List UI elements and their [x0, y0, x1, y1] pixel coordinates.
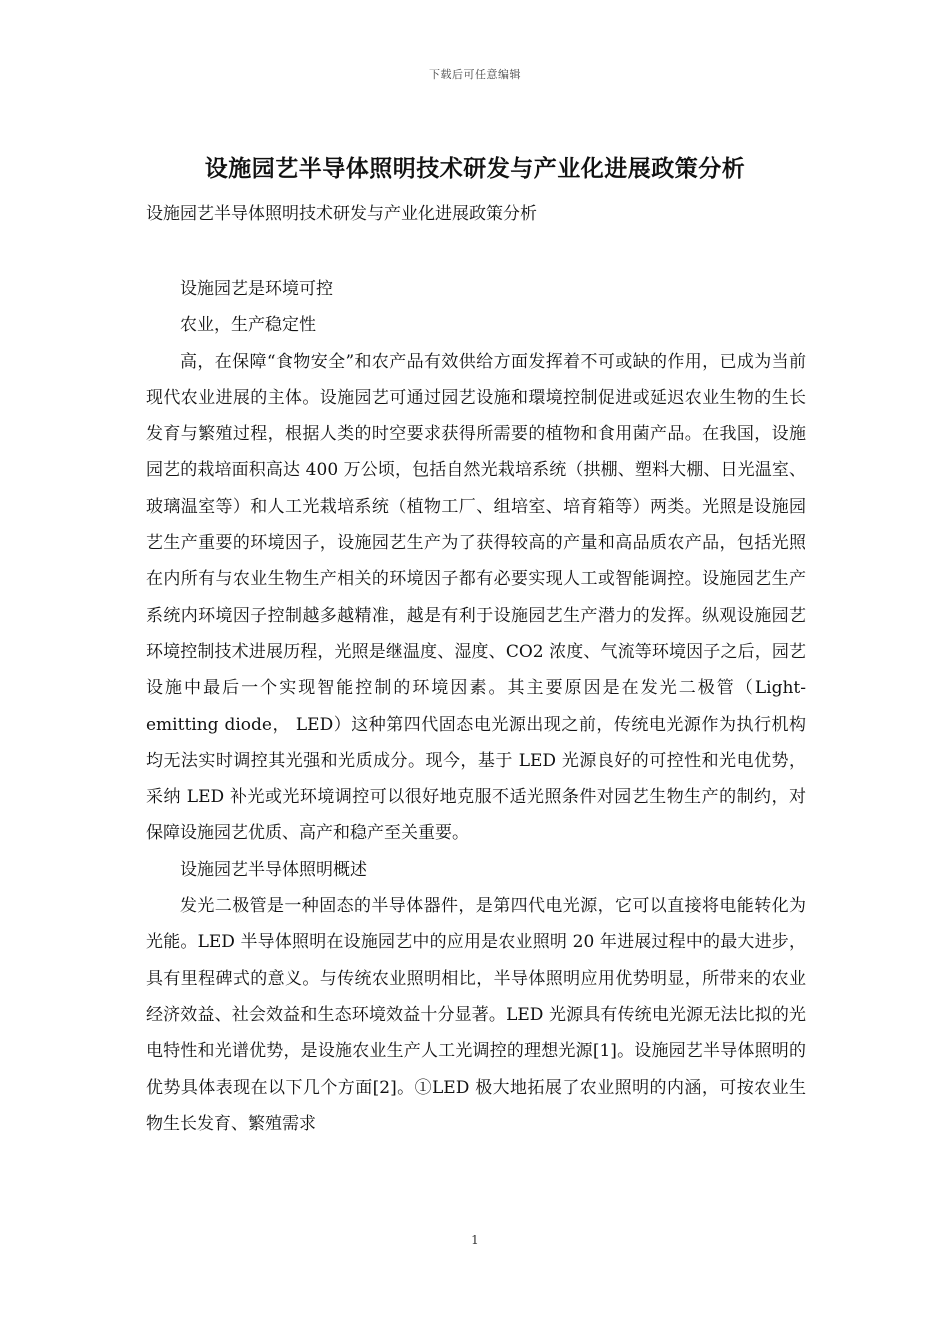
section-heading: 设施园艺半导体照明概述 [180, 859, 367, 880]
paragraph: 农业，生产稳定性 [180, 315, 316, 336]
page-number: 1 [471, 1233, 479, 1247]
document-body [146, 271, 806, 1142]
document-subtitle: 设施园艺半导体照明技术研发与产业化进展政策分析 [146, 204, 537, 224]
document-title: 设施园艺半导体照明技术研发与产业化进展政策分析 [204, 155, 746, 182]
paragraph: 发光二极管是一种固态的半导体器件，是第四代电光源，它可以直接将电能转化为光能。LED 半导体照明在设施园艺中的应用是农业照明 20 年进展过程中的最大进步，具有里程碑式的意义。与传统农业照明相比，半导体照明应用优势明显，所带来的农业经济效益、社会效益和生态环境效益十分显著。LED 光源具有传统电光源无法比拟的光电特性和光谱优势，是设施农业生产人工光调控的理想光源[1]。设施园艺半导体照明的优势具体表现在以下几个方面[2]。①LED 极大地拓展了农业照明的内涵，可按农业生物生长发育、繁殖需求 [146, 896, 806, 1134]
page-header-note: 下载后可任意编辑 [429, 68, 521, 81]
paragraph: 高，在保障“食物安全”和农产品有效供给方面发挥着不可或缺的作用，已成为当前现代农业进展的主体。设施园艺可通过园艺设施和環境控制促进或延迟农业生物的生长发育与繁殖过程，根据人类的时空要求获得所需要的植物和食用菌产品。在我国，设施园艺的栽培面积高达 400 万公顷，包括自然光栽培系统（拱棚、塑料大棚、日光温室、玻璃温室等）和人工光栽培系统（植物工厂、组培室、培育箱等）两类。光照是设施园艺生产重要的环境因子，设施园艺生产为了获得较高的产量和高品质农产品，包括光照在内所有与农业生物生产相关的环境因子都有必要实现人工或智能调控。设施园艺生产系统内环境因子控制越多越精准，越是有利于设施园艺生产潜力的发挥。纵观设施园艺环境控制技术进展历程，光照是继温度、湿度、CO2 浓度、气流等环境因子之后，园艺设施中最后一个实现智能控制的环境因素。其主要原因是在发光二极管（Light-emitting diode， LED）这种第四代固态电光源出现之前，传统电光源作为执行机构均无法实时调控其光强和光质成分。现今，基于 LED 光源良好的可控性和光电优势，采纳 LED 补光或光环境调控可以很好地克服不适光照条件对园艺生物生产的制约，对保障设施园艺优质、高产和稳产至关重要。 [146, 351, 806, 844]
paragraph: 设施园艺是环境可控 [180, 279, 333, 299]
